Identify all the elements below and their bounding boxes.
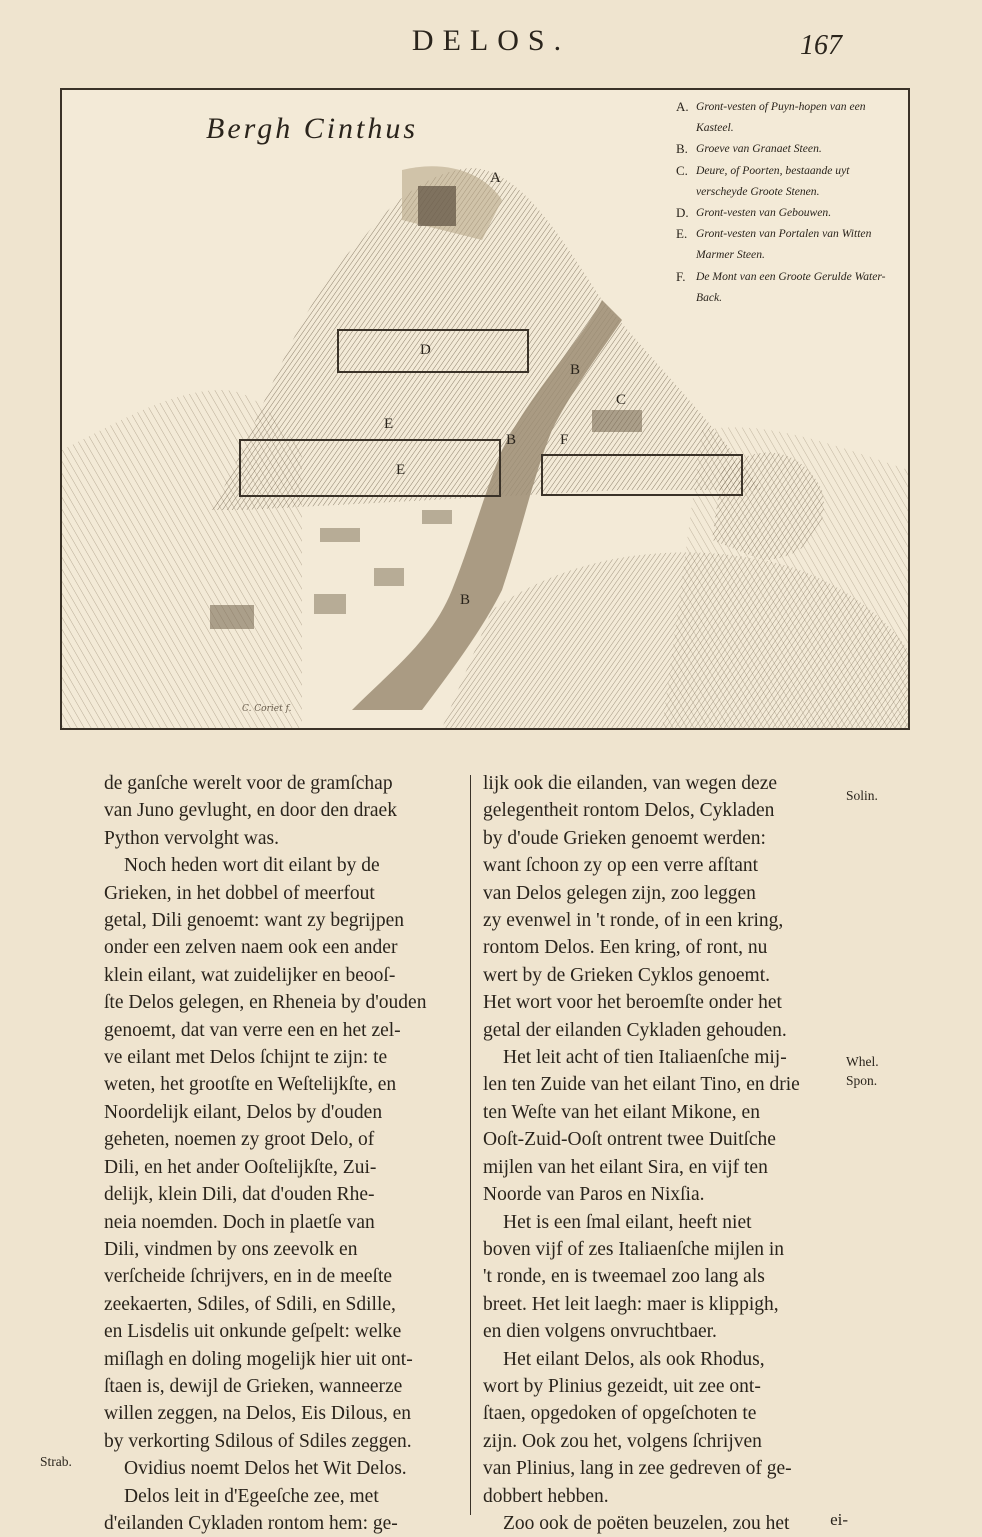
mark-b-middle: B [506, 432, 517, 448]
text-line: van Juno gevlught, en door den draek [104, 800, 397, 822]
legend-text: Gront-vesten van Portalen van Witten Marmer Steen. [696, 227, 872, 262]
legend-key: C. [676, 162, 688, 178]
text-line: en dien volgens onvruchtbaer. [483, 1321, 717, 1343]
text-line: getal, Dili genoemt: want zy begrijpen [104, 910, 404, 932]
page-number: 167 [800, 30, 842, 61]
text-line: geheten, noemen zy groot Delo, of [104, 1129, 375, 1151]
margin-note-solin: Solin. [846, 788, 878, 803]
text-line: ten Weſte van het eilant Mikone, en [483, 1101, 760, 1123]
mark-e-upper: E [384, 416, 394, 432]
text-line: want ſchoon zy op een verre afſtant [483, 855, 759, 877]
plate-legend [676, 96, 902, 308]
text-line: zy evenwel in 't ronde, of in een kring, [483, 910, 784, 932]
text-line: Zoo ook de poëten beuzelen, zou het [503, 1512, 790, 1534]
text-line: Ooſt-Zuid-Ooſt ontrent twee Duitſche [483, 1129, 776, 1151]
text-line: 't ronde, en is tweemael zoo lang als [483, 1266, 765, 1288]
text-line: Dili, en het ander Ooſtelijkſte, Zui- [104, 1156, 377, 1178]
text-line: wert by de Grieken Cyklos genoemt. [483, 964, 771, 986]
running-head: DELOS. [411, 24, 571, 57]
text-line: ſtaen is, dewijl de Grieken, wanneerze [104, 1375, 403, 1397]
text-line: de ganſche werelt voor de gramſchap [104, 773, 393, 794]
text-line: Noch heden wort dit eilant by de [124, 855, 380, 877]
text-line: en Lisdelis uit onkunde geſpelt: welke [104, 1321, 402, 1343]
catchword: ei- [830, 1510, 848, 1529]
text-line: klein eilant, wat zuidelijker en beooſ- [104, 964, 396, 986]
text-line: Noorde van Paros en Nixſia. [483, 1184, 705, 1206]
legend-key: A. [676, 99, 689, 114]
text-line: ſtaen, opgedoken of opgeſchoten te [483, 1403, 757, 1425]
text-line: van Delos gelegen zijn, zoo leggen [483, 882, 756, 904]
legend-item [676, 266, 902, 308]
text-line: wort by Plinius gezeidt, uit zee ont- [483, 1375, 761, 1397]
text-line: by d'oude Grieken genoemt werden: [483, 827, 766, 849]
text-line: ſte Delos gelegen, en Rheneia by d'ouden [104, 992, 427, 1014]
legend-item [676, 138, 902, 159]
legend-text: Groeve van Granaet Steen. [696, 142, 822, 156]
text-line: Noordelijk eilant, Delos by d'ouden [104, 1101, 383, 1123]
legend-text: Gront-vesten of Puyn-hopen van een Kasteel. [696, 100, 866, 135]
text-line: genoemt, dat van verre een en het zel- [104, 1019, 401, 1041]
legend-item [676, 96, 902, 138]
mark-b-upper: B [570, 362, 581, 378]
right-column [483, 770, 845, 1537]
plate-title: Bergh Cinthus [206, 112, 419, 145]
text-line: getal der eilanden Cykladen gehouden. [483, 1019, 787, 1041]
text-line: d'eilanden Cykladen rontom hem: ge- [104, 1512, 398, 1534]
text-line: verſcheide ſchrijvers, en in de meeſte [104, 1266, 393, 1288]
text-line: van Plinius, lang in zee gedreven of ge- [483, 1458, 792, 1480]
text-line: mijlen van het eilant Sira, en vijf ten [483, 1156, 768, 1178]
mark-d: D [420, 342, 431, 358]
text-line: gelegentheit rontom Delos, Cykladen [483, 800, 775, 822]
text-line: zeekaerten, Sdiles, of Sdili, en Sdille, [104, 1293, 396, 1315]
text-line: Dili, vindmen by ons zeevolk en [104, 1238, 358, 1260]
engraving-plate [60, 88, 910, 730]
margin-note-whel: Whel. [846, 1054, 879, 1069]
mark-c: C [616, 392, 627, 408]
margin-note-spon: Spon. [846, 1073, 878, 1088]
legend-item [676, 223, 902, 265]
text-line: neia noemden. Doch in plaetſe van [104, 1211, 375, 1233]
margin-note-strab: Strab. [40, 1454, 72, 1469]
text-line: boven vijf of zes Italiaenſche mijlen in [483, 1238, 785, 1260]
legend-key: F. [676, 268, 686, 284]
text-line: miſlagh en doling mogelijk hier uit ont- [104, 1348, 413, 1370]
legend-item [676, 160, 902, 202]
column-divider [470, 775, 471, 1515]
text-line: Grieken, in het dobbel of meerfout [104, 882, 375, 904]
text-line: Het is een ſmal eilant, heeft niet [503, 1211, 752, 1233]
left-column [104, 770, 476, 1537]
text-line: lijk ook die eilanden, van wegen deze [483, 773, 778, 794]
text-line: Python vervolght was. [104, 827, 279, 849]
legend-key: E. [676, 226, 688, 242]
text-line: onder een zelven naem ook een ander [104, 937, 398, 959]
mark-b-lower: B [460, 592, 471, 608]
mark-f: F [560, 432, 569, 448]
text-line: weten, het grootſte en Weſtelijkſte, en [104, 1074, 397, 1096]
text-line: Het wort voor het beroemſte onder het [483, 992, 782, 1014]
engraver-signature: C. Coriet f. [242, 704, 292, 714]
text-line: Ovidius noemt Delos het Wit Delos. [124, 1458, 407, 1480]
text-line: Delos leit in d'Egeeſche zee, met [124, 1485, 379, 1507]
text-line: breet. Het leit laegh: maer is klippigh, [483, 1293, 779, 1315]
legend-text: Gront-vesten van Gebouwen. [696, 206, 832, 220]
text-line: Het eilant Delos, als ook Rhodus, [503, 1348, 765, 1370]
text-line: zijn. Ook zou het, volgens ſchrijven [483, 1430, 762, 1452]
text-line: rontom Delos. Een kring, of ront, nu [483, 937, 768, 959]
legend-text: De Mont van een Groote Gerulde Water-Back. [696, 269, 886, 304]
legend-item [676, 202, 902, 223]
text-line: dobbert hebben. [483, 1485, 609, 1507]
text-line: delijk, klein Dili, dat d'ouden Rhe- [104, 1184, 375, 1206]
text-line: Het leit acht of tien Italiaenſche mij- [503, 1047, 787, 1069]
text-line: ve eilant met Delos ſchijnt te zijn: te [104, 1047, 388, 1069]
text-line: by verkorting Sdilous of Sdiles zeggen. [104, 1430, 412, 1452]
legend-key: B. [676, 141, 688, 157]
mark-a: A [490, 170, 501, 186]
legend-text: Deure, of Poorten, bestaande uyt verscheyde Groote Stenen. [696, 163, 850, 198]
legend-key: D. [676, 205, 689, 221]
text-line: len ten Zuide van het eilant Tino, en drie [483, 1074, 800, 1096]
mark-e-lower: E [396, 462, 406, 478]
text-line: willen zeggen, na Delos, Eis Dilous, en [104, 1403, 412, 1425]
